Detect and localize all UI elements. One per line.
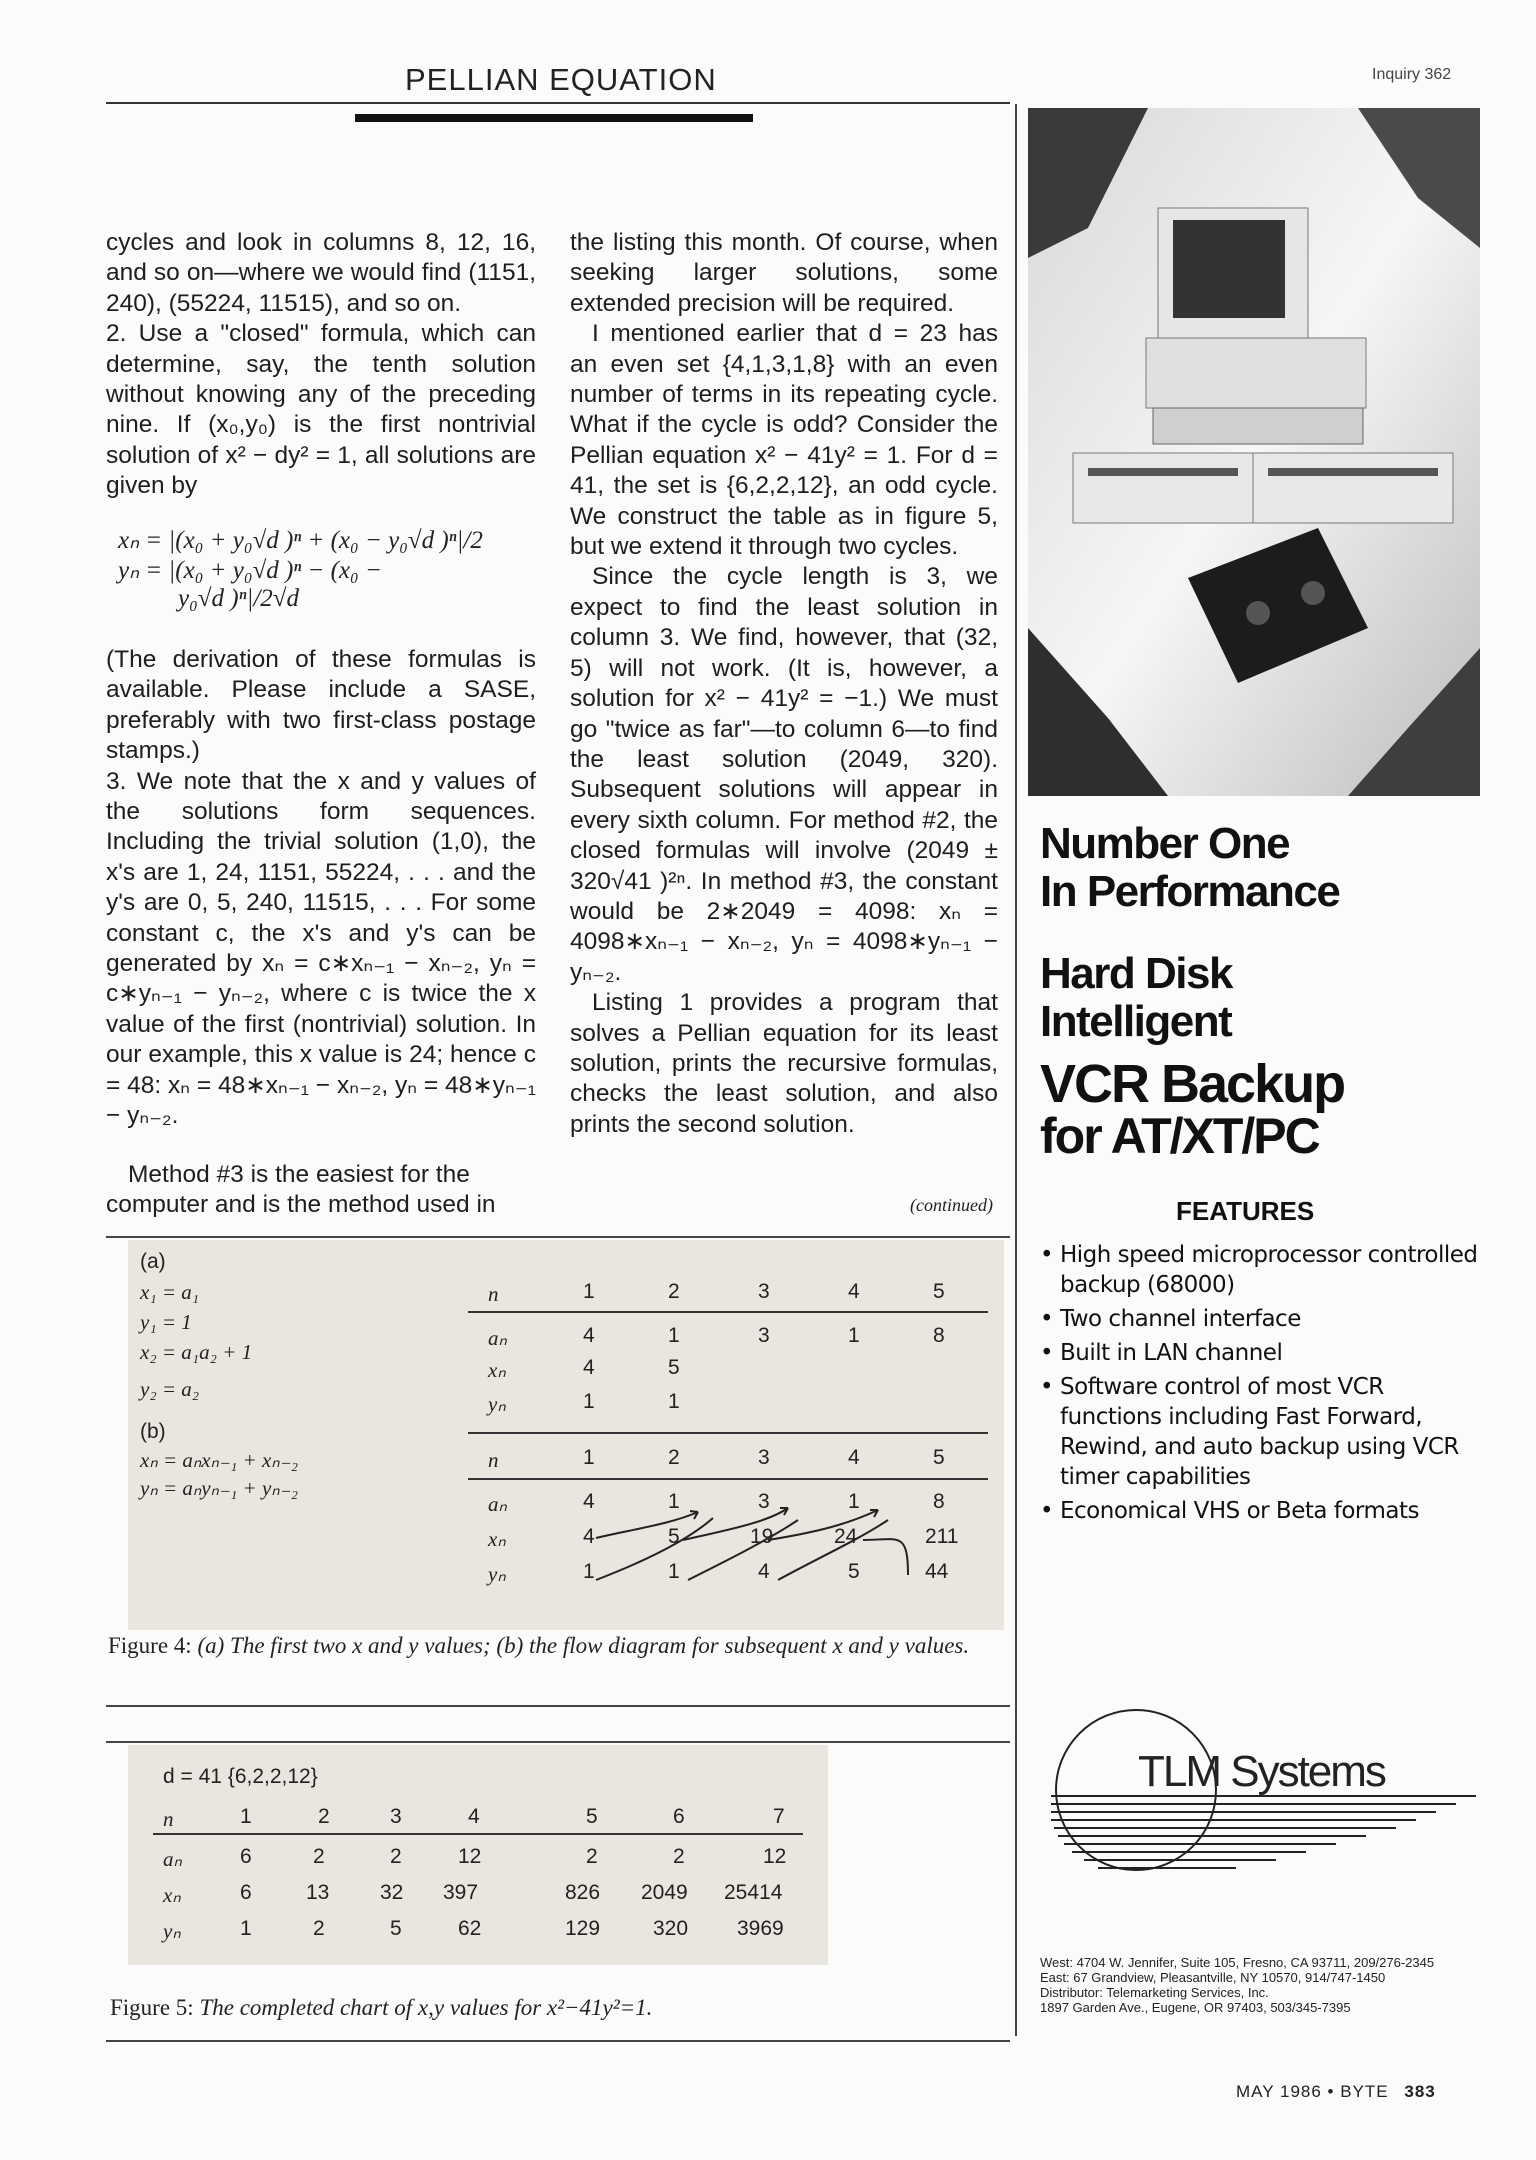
figure-4-eq: x₁ = a₁ [140,1280,200,1304]
article-paragraph: Listing 1 provides a program that solves a Pellian equation for its least solution, prints the recursive formulas, checks the least solution, and also prints the second solution. [570,989,998,1138]
continued-note: (continued) [910,1195,993,1215]
table-b-cell: 2 [668,1446,680,1469]
figure-5-cell: 2 [313,1845,325,1868]
article-column-1-end [106,1160,536,1221]
figure-5-cell: yₙ [163,1919,181,1943]
feature-item: • High speed microprocessor controlled backup (68000) [1040,1240,1490,1300]
table-b-cell: aₙ [488,1492,507,1516]
figure-5-cell: 25414 [724,1881,783,1904]
figure-4-caption-prefix: Figure 4: [108,1633,192,1658]
ad-headline-line: Hard Disk [1040,949,1232,998]
article-paragraph: (The derivation of these formulas is available. Please include a SASE, preferably with two first-class postage stamps.) [106,646,536,765]
feature-item: • Two channel interface [1040,1304,1490,1334]
figure-5-cell: 2 [673,1845,685,1868]
table-b-cell: 4 [583,1490,595,1513]
figure-5-header-rule [153,1833,803,1835]
figure-4-eq: y₁ = 1 [140,1310,192,1334]
figure-5-cell: 2 [313,1917,325,1940]
table-a-cell: 4 [848,1280,860,1303]
table-b-cell: xₙ [488,1527,506,1551]
table-b-cell: 8 [933,1490,945,1513]
article-paragraph: I mentioned earlier that d = 23 has an even set {4,1,3,1,8} with an even number of terms in its repeating cycle. What if the cycle is odd? Consider the Pellian equation x² − 41y² = 1. For d = 41, the set is {6,2,2,12}, an odd cycle. We construct the table as in figure 5, but we extend it through two cycles. [570,320,998,561]
figure-5-cell: 12 [458,1845,482,1868]
ad-headline-performance [1040,820,1480,916]
table-b-cell: 44 [925,1560,949,1583]
table-b-cell: 24 [834,1525,858,1548]
table-a-cell: yₙ [488,1392,506,1416]
figure-5-cell: 1 [240,1805,252,1828]
tlm-logo-text: TLM Systems [1138,1747,1385,1796]
figure-5-cell: 3 [390,1805,402,1828]
column-divider [1015,104,1017,2036]
ad-product-photo [1028,108,1480,796]
figure-5-cell: 397 [443,1881,479,1904]
formula-y: yₙ = |(x₀ + y₀√d )ⁿ − (x₀ − [118,557,382,584]
page-header-title: PELLIAN EQUATION [405,62,717,97]
figure-5-cell: 7 [773,1805,785,1828]
figure-4-label-b: (b) [140,1420,166,1443]
ad-headline-line: for AT/XT/PC [1040,1108,1319,1164]
table-b-cell: 1 [583,1446,595,1469]
table-a-cell: aₙ [488,1326,507,1350]
table-b-cell: 5 [933,1446,945,1469]
figure-5-cell: 13 [306,1881,330,1904]
table-a-cell: 1 [848,1324,860,1347]
address-line: 1897 Garden Ave., Eugene, OR 97403, 503/345-7395 [1040,2000,1351,2015]
figure-5-cell: 1 [240,1917,252,1940]
table-a-cell: 4 [583,1356,595,1379]
table-a-cell: 3 [758,1280,770,1303]
table-a-cell: 4 [583,1324,595,1347]
figure-4-label-a: (a) [140,1250,166,1273]
feature-item: • Built in LAN channel [1040,1338,1490,1368]
table-a-cell: 1 [668,1324,680,1347]
ad-headline-line: Number One [1040,819,1290,868]
figure-4-top-rule [106,1236,1010,1238]
figure-5-cell: 6 [240,1881,252,1904]
article-paragraph: cycles and look in columns 8, 12, 16, and so on—where we would find (1151, 240), (55224, 11515), and so on. [106,229,536,317]
header-rule [106,102,1010,104]
table-a-cell: 2 [668,1280,680,1303]
figure-4-eq: yₙ = aₙyₙ₋₁ + yₙ₋₂ [140,1476,299,1500]
figure-4-eq: xₙ = aₙxₙ₋₁ + xₙ₋₂ [140,1448,299,1472]
formula-y-cont: y₀√d )ⁿ|/2√d [178,585,299,612]
tlm-address [1040,1955,1480,2015]
figure-5-top-rule [106,1741,1010,1743]
figure-4-eq: y₂ = a₂ [140,1377,200,1401]
figure-5-cell: 2 [390,1845,402,1868]
article-paragraph: Method #3 is the easiest for the computer and is the method used in [106,1161,496,1219]
table-a-cell: 1 [583,1390,595,1413]
figure-4 [128,1240,1004,1630]
table-b-cell: 5 [848,1560,860,1583]
ad-headline-product [1040,950,1480,1046]
figure-5-cell: 826 [565,1881,601,1904]
figure-5-cell: 12 [763,1845,787,1868]
table-a-cell: 1 [668,1390,680,1413]
table-b-cell: 5 [668,1525,680,1548]
inquiry-number: Inquiry 362 [1372,66,1452,83]
address-line: East: 67 Grandview, Pleasantville, NY 10570, 914/747-1450 [1040,1970,1386,1985]
table-a-cell: 3 [758,1324,770,1347]
figure-5-bottom-rule [106,2040,1010,2042]
figure-5-cell: 32 [380,1881,404,1904]
table-a-cell: 5 [933,1280,945,1303]
figure-5-cell: 320 [653,1917,689,1940]
ad-headline-line: Intelligent [1040,997,1232,1046]
formula-x: xₙ = |(x₀ + y₀√d )ⁿ + (x₀ − y₀√d )ⁿ|/2 [118,527,483,554]
table-a-cell: 5 [668,1356,680,1379]
table-b-cell: 4 [583,1525,595,1548]
figure-5-cell: 2049 [641,1881,688,1904]
figure-5-cell: 6 [673,1805,685,1828]
article-paragraph: Since the cycle length is 3, we expect to find the least solution in column 3. We find, however, that (32, 5) will not work. (It is, however, a solution for x² − 41y² = −1.) We must go "twice as far"—to column 6—to find the least solution (2049, 320). Subsequent solutions will appear in every sixth column. For method #2, the closed formulas will involve (2049 ± 320√41 )²ⁿ. In method #3, the constant would be 2∗2049 = 4098: xₙ = 4098∗xₙ₋₁ − xₙ₋₂, yₙ = 4098∗yₙ₋₁ − yₙ₋₂. [570,563,998,986]
figure-5-cell: 5 [586,1805,598,1828]
table-b-cell: 19 [750,1525,774,1548]
flow-arrows [128,1240,1004,1630]
figure-4-caption [108,1630,1008,1661]
article-paragraph: 2. Use a "closed" formula, which can determine, say, the tenth solution without knowing any of the preceding nine. If (x₀,y₀) is the first nontrivial solution of x² − dy² = 1, all solutions are given by [106,320,536,500]
figure-5-cell: 3969 [737,1917,784,1940]
table-b-cell: n [488,1448,499,1472]
ad-headline-line: In Performance [1040,867,1340,916]
figure-5-cell: 6 [240,1845,252,1868]
article-paragraph: the listing this month. Of course, when seeking larger solutions, some extended precision will be required. [570,229,998,317]
ad-headline-line: VCR Backup [1040,1054,1345,1114]
table-b-cell: 3 [758,1446,770,1469]
figure-4-eq: x₂ = a₁a₂ + 1 [140,1340,253,1364]
figure-5-cell: n [163,1807,174,1831]
features-list [1040,1240,1490,1530]
figure-5-cell: 4 [468,1805,480,1828]
tlm-systems-logo [1036,1690,1486,1890]
figure-5-cell: 2 [586,1845,598,1868]
address-line: Distributor: Telemarketing Services, Inc. [1040,1985,1269,2000]
table-a-cell: 1 [583,1280,595,1303]
figure-5-cell: 62 [458,1917,482,1940]
ad-headline-vcr [1040,1054,1480,1164]
table-a-cell: n [488,1282,499,1306]
figure-4-caption-text: (a) The first two x and y values; (b) the flow diagram for subsequent x and y values. [197,1633,970,1658]
figure-5-caption [110,1995,652,2021]
table-a-cell: xₙ [488,1358,506,1382]
header-bar [355,114,753,122]
figure-5-cell: xₙ [163,1883,181,1907]
table-b-cell: 1 [583,1560,595,1583]
table-b-cell: 1 [668,1560,680,1583]
feature-item: • Software control of most VCR functions including Fast Forward, Rewind, and auto backup using VCR timer capabilities [1040,1372,1490,1492]
table-b-cell: 3 [758,1490,770,1513]
figure-5 [128,1745,828,1965]
table-b-cell: 211 [925,1525,959,1548]
article-column-1-cont [106,645,536,1132]
table-a-cell: 8 [933,1324,945,1347]
figure-5-d-line: d = 41 {6,2,2,12} [163,1765,318,1788]
article-column-2 [570,228,998,1140]
address-line: West: 4704 W. Jennifer, Suite 105, Fresno, CA 93711, 209/276-2345 [1040,1955,1435,1970]
figure-5-cell: 129 [565,1917,601,1940]
table-b-cell: yₙ [488,1562,506,1586]
page-number: 383 [1404,2082,1436,2101]
page-footer [1236,2082,1436,2102]
figure-5-cell: aₙ [163,1847,182,1871]
figure-5-cell: 2 [318,1805,330,1828]
table-b-cell: 4 [758,1560,770,1583]
article-paragraph: 3. We note that the x and y values of the solutions form sequences. Including the trivial solution (1,0), the x's are 1, 24, 1151, 55224, . . . and the y's are 0, 5, 240, 11515, . . . For some constant c, the x's and y's can be generated by xₙ = c∗xₙ₋₁ − xₙ₋₂, yₙ = c∗yₙ₋₁ − yₙ₋₂, where c is twice the x value of the first (nontrivial) solution. In our example, this x value is 24; hence c = 48: xₙ = 48∗xₙ₋₁ − xₙ₋₂, yₙ = 48∗yₙ₋₁ − yₙ₋₂. [106,767,536,1130]
feature-item: • Economical VHS or Beta formats [1040,1496,1490,1526]
article-column-1 [106,228,536,502]
table-b-cell: 4 [848,1446,860,1469]
figure-5-caption-prefix: Figure 5: [110,1995,194,2020]
footer-issue: MAY 1986 • BYTE [1236,2082,1389,2101]
figure-5-cell: 5 [390,1917,402,1940]
table-b-cell: 1 [668,1490,680,1513]
figure-4-bottom-rule [106,1705,1010,1707]
features-title: FEATURES [1176,1196,1315,1226]
table-b-cell: 1 [848,1490,860,1513]
figure-5-caption-text: The completed chart of x,y values for x²−41y²=1. [199,1995,653,2020]
